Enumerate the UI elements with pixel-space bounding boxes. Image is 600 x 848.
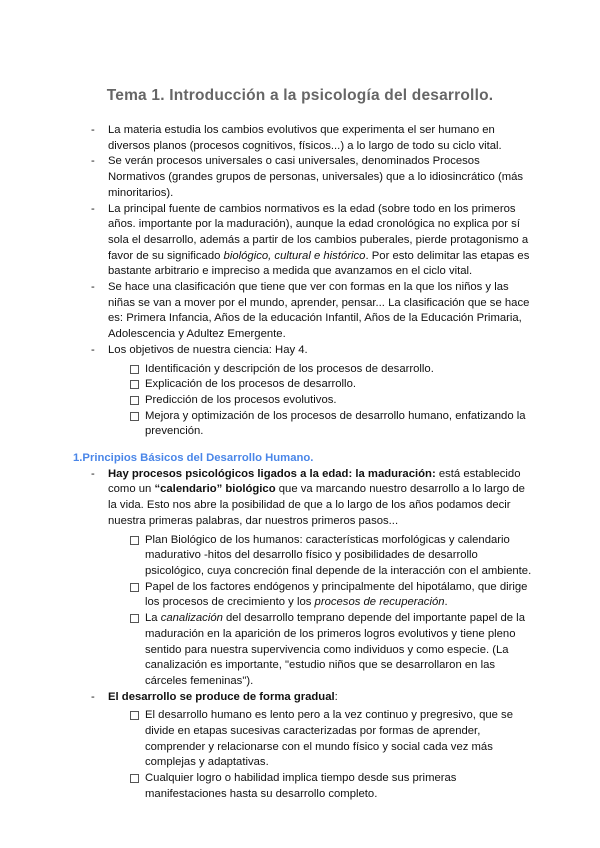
text-line <box>145 771 600 787</box>
text-line <box>108 514 600 530</box>
text-run: manifestaciones hasta su desarrollo completo. <box>145 787 378 800</box>
text-run: del desarrollo temprano depende del importante papel de la <box>222 612 525 625</box>
text-run: canalización es importante, "estudio niños que se desarrollaron en las <box>145 659 496 672</box>
text-line <box>145 658 600 674</box>
text-run: los procesos de crecimiento y los <box>145 596 315 609</box>
text-run: minoritarios). <box>108 186 174 199</box>
bullet-item <box>0 202 600 281</box>
checkbox-icon <box>130 396 139 405</box>
text-run: El desarrollo humano es lento pero a la vez continuo y pregresivo, que se <box>145 709 513 722</box>
text-line <box>108 170 600 186</box>
text-run: Adolescencia y Adultez Emergente. <box>108 328 286 341</box>
text-line <box>108 482 600 498</box>
text-run: . <box>444 596 448 609</box>
text-line <box>145 362 600 378</box>
text-run: La principal fuente de cambios normativos es la edad (sobre todo en los primeros <box>108 202 516 215</box>
text-line <box>108 249 600 265</box>
text-run: divide en etapas sucesivas caracterizadas por formas de aprender, <box>145 725 481 738</box>
italic-text: procesos de recuperación <box>314 596 445 609</box>
text-line <box>145 409 600 425</box>
text-run: sentido para nuestra supervivencia como individuos y como especie. (La <box>145 643 509 656</box>
checklist-item <box>0 708 600 771</box>
checkbox-icon <box>130 536 139 545</box>
italic-text: biológico, cultural e histórico <box>223 249 366 262</box>
dash-bullet-icon: - <box>91 343 95 356</box>
text-run: la vida. Esto nos abre la posibilidad de que a lo largo de los años podamos decir <box>108 499 511 512</box>
text-run: está establecido <box>435 467 521 480</box>
bullet-item <box>0 690 600 706</box>
text-line <box>108 296 600 312</box>
text-line <box>108 123 600 139</box>
text-line <box>108 343 600 359</box>
italic-text: canalización <box>160 612 223 625</box>
text-line <box>108 202 600 218</box>
checkbox-icon <box>130 380 139 389</box>
text-run: Los objetivos de nuestra ciencia: Hay 4. <box>108 343 308 356</box>
text-line <box>108 467 600 483</box>
text-line <box>145 740 600 756</box>
text-line <box>108 280 600 296</box>
text-line <box>145 611 600 627</box>
text-run: Se hace una clasificación que tiene que ver con formas en la que los niños y las <box>108 281 509 294</box>
text-run: años. importante por la maduración), aunque la edad cronológica no explica por sí <box>108 218 520 231</box>
text-run: como un <box>108 483 155 496</box>
bullet-item <box>0 123 600 154</box>
text-run: cárceles femeninas"). <box>145 674 254 687</box>
text-line <box>145 787 600 803</box>
dash-bullet-icon: - <box>91 690 95 703</box>
text-line <box>145 377 600 393</box>
checklist-item <box>0 611 600 690</box>
text-line <box>108 233 600 249</box>
text-run: comprender y relacionarse con el mundo físico y social cada vez más <box>145 740 493 753</box>
text-run: madurativo -hitos del desarrollo físico y posibilidades de desarrollo <box>145 549 478 562</box>
checklist-item <box>0 377 600 393</box>
text-run: La <box>145 612 161 625</box>
text-line <box>145 424 600 440</box>
text-line <box>145 533 600 549</box>
text-line <box>145 755 600 771</box>
text-run: diversos planos (procesos cognitivos, físicos...) a lo largo de todo su ciclo vital. <box>108 139 502 152</box>
checklist-item <box>0 533 600 580</box>
text-line <box>108 311 600 327</box>
text-run: Predicción de los procesos evolutivos. <box>145 393 337 406</box>
checkbox-icon <box>130 614 139 623</box>
text-line <box>145 580 600 596</box>
text-line <box>145 393 600 409</box>
dash-bullet-icon: - <box>91 155 95 168</box>
section-heading <box>0 451 600 467</box>
text-run: maduración en la aparición de los primeros logros evolutivos y tiene pleno <box>145 627 516 640</box>
text-run: Mejora y optimización de los procesos de desarrollo humano, enfatizando la <box>145 409 526 422</box>
text-run: Papel de los factores endógenos y principalmente del hipotálamo, que dirige <box>145 580 528 593</box>
text-run: sola el desarrollo, además a partir de los cambios puberales, pierde protagonismo a <box>108 233 529 246</box>
bullet-item <box>0 154 600 201</box>
text-run: que va marcando nuestro desarrollo a lo largo de <box>275 483 525 496</box>
checkbox-icon <box>130 412 139 421</box>
dash-bullet-icon: - <box>91 124 95 136</box>
text-line <box>108 690 600 706</box>
text-line <box>145 708 600 724</box>
text-run: Se verán procesos universales o casi universales, denominados Procesos <box>108 155 480 168</box>
text-line <box>108 186 600 202</box>
text-line <box>108 139 600 155</box>
text-line <box>108 264 600 280</box>
text-run: Identificación y descripción de los procesos de desarrollo. <box>145 362 434 375</box>
text-line <box>108 154 600 170</box>
text-run: : <box>334 690 338 703</box>
bold-text: Hay procesos psicológicos ligados a la edad: la maduración: <box>108 467 436 480</box>
text-run: es: Primera Infancia, Años de la educación Infantil, Años de la Educación Primaria, <box>108 312 522 325</box>
text-line <box>145 627 600 643</box>
text-run: prevención. <box>145 425 204 438</box>
text-line <box>145 564 600 580</box>
text-run: La materia estudia los cambios evolutivos que experimenta el ser humano en <box>108 124 495 136</box>
text-run: complejas y adaptativas. <box>145 756 269 769</box>
text-run: Cualquier logro o habilidad implica tiempo desde sus primeras <box>145 772 457 785</box>
document-title: Tema 1. Introducción a la psicología del desarrollo. <box>106 87 494 105</box>
text-run: Normativos (grandes grupos de personas, universales) que a lo idiosincrático (más <box>108 171 524 184</box>
checkbox-icon <box>130 711 139 720</box>
checklist-item <box>0 771 600 802</box>
text-line <box>145 674 600 690</box>
text-line <box>108 327 600 343</box>
text-run: . Por esto delimitar las etapas es <box>365 249 530 262</box>
checklist-item <box>0 393 600 409</box>
text-run: Plan Biológico de los humanos: características morfológicas y calendario <box>145 533 510 546</box>
text-line <box>145 595 600 611</box>
checkbox-icon <box>130 365 139 374</box>
text-line <box>108 217 600 233</box>
text-run: nuestra primeras palabras, dar nuestros primeros pasos... <box>108 514 399 527</box>
document-body <box>0 123 600 803</box>
text-line <box>73 451 600 467</box>
bold-text: “calendario” biológico <box>154 483 276 496</box>
text-run: psicológico, cuya concreción final depende de la interacción con el ambiente. <box>145 564 532 577</box>
bullet-item <box>0 343 600 359</box>
checklist-item <box>0 580 600 611</box>
text-run: favor de su significado <box>108 249 224 262</box>
text-run: niñas se van a mover por el mundo, aprender, pensar... La clasificación que se hace <box>108 296 530 309</box>
checklist-item <box>0 362 600 378</box>
text-run: 1.Principios Básicos del Desarrollo Humano. <box>73 452 314 465</box>
checkbox-icon <box>130 583 139 592</box>
text-line <box>145 548 600 564</box>
checkbox-icon <box>130 774 139 783</box>
text-run: Explicación de los procesos de desarrollo. <box>145 378 356 391</box>
bullet-item <box>0 467 600 530</box>
dash-bullet-icon: - <box>91 202 95 215</box>
text-line <box>145 724 600 740</box>
dash-bullet-icon: - <box>91 281 95 294</box>
bold-text: El desarrollo se produce de forma gradual <box>108 690 335 703</box>
text-line <box>145 643 600 659</box>
text-line <box>108 498 600 514</box>
bullet-item <box>0 280 600 343</box>
checklist-item <box>0 409 600 440</box>
text-run: bastante arbitrario e impreciso a medida que avanzamos en el ciclo vital. <box>108 265 473 278</box>
dash-bullet-icon: - <box>91 467 95 480</box>
